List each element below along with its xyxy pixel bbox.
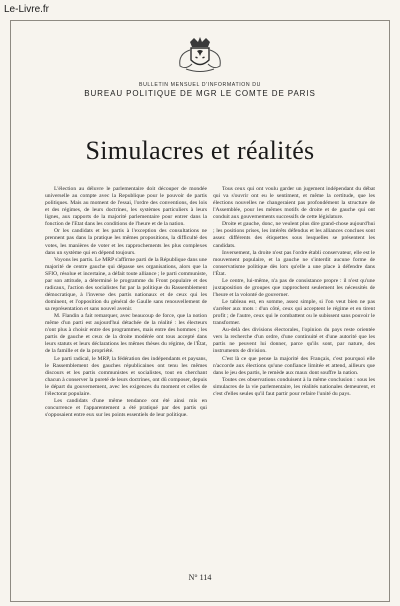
paragraph: Le parti radical, le MRP, la fédération des indépendants et paysans, le Rassemblement des gauches républicaines ont tenu les mêmes discours et les partis communistes et socialistes, tout en cherchant chacun à conserver la pureté de leurs doctrines, ont dû composer, depuis le départ du gouvernement, avec les exigences du moment et celles de l'électorat populaire. [45, 355, 207, 397]
paragraph: Les candidats d'une même tendance ont été ainsi mis en concurrence et l'apparentement a été pratiqué par des partis qui s'opposaient entre eux sur les points essentiels de leur politique. [45, 397, 207, 418]
bulletin-subtitle: BULLETIN MENSUEL D'INFORMATION DU [139, 82, 261, 88]
paragraph: Droite et gauche, donc, ne veulent plus dire grand-chose aujourd'hui ; les positions prises, les intérêts défendus et les alliances conclues sont assez différents des étiquettes sous lesquelles se présentent les candidats. [213, 221, 375, 249]
paragraph: C'est là ce que pense la majorité des Français, c'est pourquoi elle n'accorde aux élections qu'une confiance limitée et attend, ailleurs que dans le jeu des partis, le remède aux maux dont souffre la nation. [213, 355, 375, 376]
paragraph: Toutes ces observations conduisent à la même conclusion : sous les simulacres de la vie parlementaire, les réalités nationales demeurent, et c'est d'elles seules qu'il faut partir pour refaire l'unité du pays. [213, 376, 375, 397]
issue-number: N° 114 [188, 573, 212, 582]
paragraph: L'élection au déluvre le parlementaire doit découper de mondée universelle au compte avec la Republique pour le pouvoir de partis politiques. Mais au moment de l'essai, l'ordre des conventions, des lois et des régimes, de leurs doctrines, les systèmes particuliers à leurs lignes, aux rapports de la majorité parlementaire pour entrer dans la fonction de l'Etat dans les conditions de l'heure et de la nation. [45, 186, 207, 228]
paragraph: Le tableau est, en somme, assez simple, si l'on veut bien ne pas s'arrêter aux mots : d'un côté, ceux qui acceptent le régime et en tirent profit ; de l'autre, ceux qui le combattent ou le subissent sans pouvoir le transformer. [213, 299, 375, 327]
paragraph: M. Flandin a fait remarquer, avec beaucoup de force, que la notion même d'un parti est aujourd'hui détachée de la réalité : les électeurs n'ont plus à choisir entre des programmes, mais entre des hommes ; les partis de gauche et ceux de la droite modérée ont tous accepté dans leurs statuts et leurs déclarations les mêmes thèses du régime, de l'État, de la famille et de la propriété. [45, 313, 207, 355]
article-title: Simulacres et réalités [85, 136, 315, 165]
paragraph: Or les candidats et les partis à l'exception des consultations ne prennent pas dans la pratique les mêmes propositions, la difficulté des votes, les manières de voter et les rapprochements les plus complexes dans un système qui en dépend toujours. [45, 228, 207, 256]
paragraph: Tous ceux qui ont voulu garder un jugement indépendant du débat qui va s'ouvrir ont eu le sentiment, et même la certitude, que les élections nouvelles ne changeraient pas profondément la structure de l'Assemblée, pour les mêmes motifs de droite et de gauche qui ont conduit aux gouvernements successifs de cette législature. [213, 186, 375, 221]
bureau-heading: BUREAU POLITIQUE DE MGR LE COMTE DE PARIS [84, 89, 316, 98]
left-text-column [45, 186, 207, 580]
paragraph: Le centre, lui-même, n'a pas de consistance propre : il n'est qu'une juxtaposition de groupes que rapprochent seulement les nécessités de l'heure et la volonté de gouverner. [213, 277, 375, 298]
right-text-column [213, 186, 375, 580]
royal-crest-icon [174, 36, 226, 74]
site-label: Le-Livre.fr [4, 4, 50, 15]
paragraph: Inversement, la droite n'est pas l'ordre établi conservateur, elle est le mouvement populaire, et la gauche ne s'interdit aucune forme de conservatisme politique dès lors qu'elle a une place à défendre dans l'État. [213, 249, 375, 277]
paragraph: Au-delà des divisions électorales, l'opinion du pays reste orientée vers la recherche d'un ordre, d'une continuité et d'une autorité que les partis ne peuvent lui donner, parce qu'ils sont, par nature, des instruments de division. [213, 327, 375, 355]
paragraph: Voyons les partis. Le MRP s'affirme parti de la République dans une majorité de centre gauche qui dépasse ses organisations, alors que la SFIO, résolue et incertaine, a défait toute alliance ; le parti communiste, par son attitude, a déterminé le programme du Front populaire et des radicaux, l'action des socialistes fut par la politique du Rassemblement démocratique, à l'inverse des partis nationaux et de ceux qui les dominent, et l'opposition du général de Gaulle sans renouvellement de sa représentation et sans nouvel avenir. [45, 256, 207, 313]
